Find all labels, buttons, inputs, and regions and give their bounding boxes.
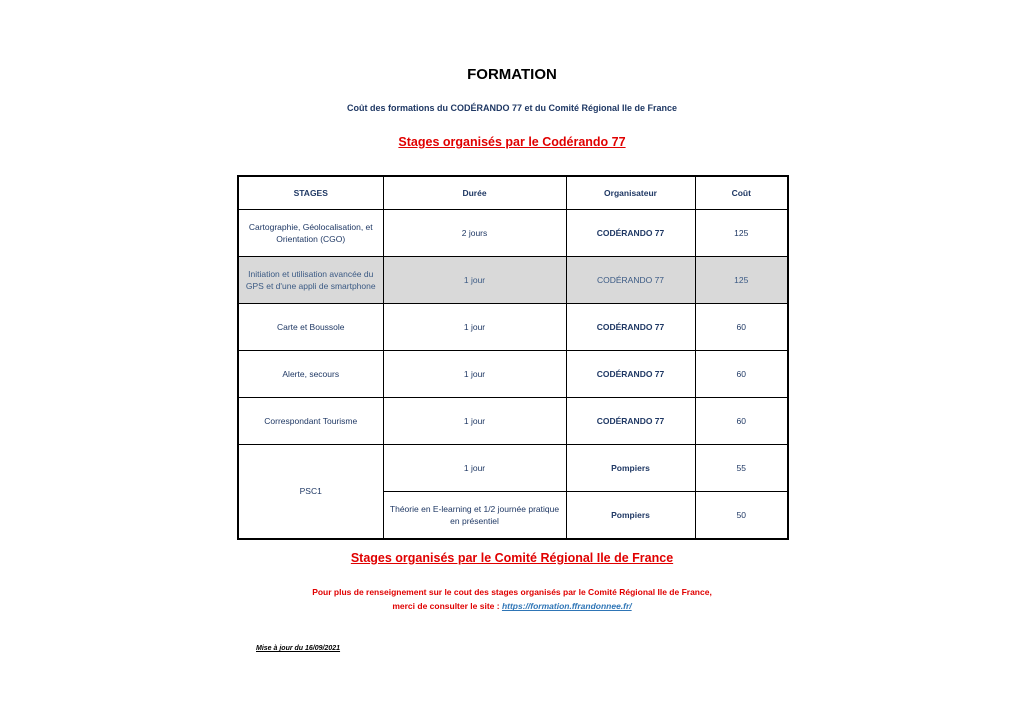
table-row xyxy=(238,398,788,445)
table-row xyxy=(238,351,788,398)
note-line-1: Pour plus de renseignement sur le cout des stages organisés par le Comité Régional Ile de France, xyxy=(312,587,712,597)
table-row xyxy=(238,304,788,351)
cell-organisateur: Pompiers xyxy=(566,492,695,540)
cell-duree: Théorie en E-learning et 1/2 journée pratique en présentiel xyxy=(383,492,566,540)
cell-duree: 1 jour xyxy=(383,445,566,492)
header-stages: STAGES xyxy=(238,176,383,210)
cell-cout: 60 xyxy=(695,304,788,351)
section-title-comite: Stages organisés par le Comité Régional Ile de France xyxy=(350,551,674,565)
header-cout: Coût xyxy=(695,176,788,210)
note-line-2 xyxy=(0,599,1024,613)
stages-table xyxy=(237,175,789,540)
table-row xyxy=(238,210,788,257)
header-duree: Durée xyxy=(383,176,566,210)
cell-stage: PSC1 xyxy=(238,445,383,540)
cell-organisateur: CODÉRANDO 77 xyxy=(566,351,695,398)
table-row xyxy=(238,257,788,304)
header-organisateur: Organisateur xyxy=(566,176,695,210)
cell-organisateur: CODÉRANDO 77 xyxy=(566,210,695,257)
cell-cout: 60 xyxy=(695,398,788,445)
cell-cout: 125 xyxy=(695,210,788,257)
formation-site-link[interactable]: https://formation.ffrandonnee.fr/ xyxy=(501,601,632,612)
cell-organisateur: Pompiers xyxy=(566,445,695,492)
page-title: FORMATION xyxy=(467,66,557,83)
update-date: Mise à jour du 16/09/2021 xyxy=(256,645,341,652)
cell-organisateur: CODÉRANDO 77 xyxy=(566,398,695,445)
cell-cout: 125 xyxy=(695,257,788,304)
cell-stage: Carte et Boussole xyxy=(238,304,383,351)
cell-duree: 1 jour xyxy=(383,398,566,445)
table-header-row xyxy=(238,176,788,210)
table-row xyxy=(238,445,788,492)
cell-duree: 2 jours xyxy=(383,210,566,257)
cell-duree: 1 jour xyxy=(383,257,566,304)
cell-organisateur: CODÉRANDO 77 xyxy=(566,304,695,351)
note-line-2-text: merci de consulter le site : xyxy=(392,601,502,612)
cell-organisateur: CODÉRANDO 77 xyxy=(566,257,695,304)
info-note xyxy=(0,585,1024,614)
cell-duree: 1 jour xyxy=(383,351,566,398)
cell-cout: 50 xyxy=(695,492,788,540)
cell-cout: 55 xyxy=(695,445,788,492)
cell-stage: Correspondant Tourisme xyxy=(238,398,383,445)
cell-stage: Initiation et utilisation avancée du GPS et d'une appli de smartphone xyxy=(238,257,383,304)
cell-cout: 60 xyxy=(695,351,788,398)
cell-duree: 1 jour xyxy=(383,304,566,351)
section-title-coderando: Stages organisés par le Codérando 77 xyxy=(398,135,626,149)
page-subtitle: Coût des formations du CODÉRANDO 77 et du Comité Régional Ile de France xyxy=(346,103,678,113)
cell-stage: Alerte, secours xyxy=(238,351,383,398)
cell-stage: Cartographie, Géolocalisation, et Orientation (CGO) xyxy=(238,210,383,257)
